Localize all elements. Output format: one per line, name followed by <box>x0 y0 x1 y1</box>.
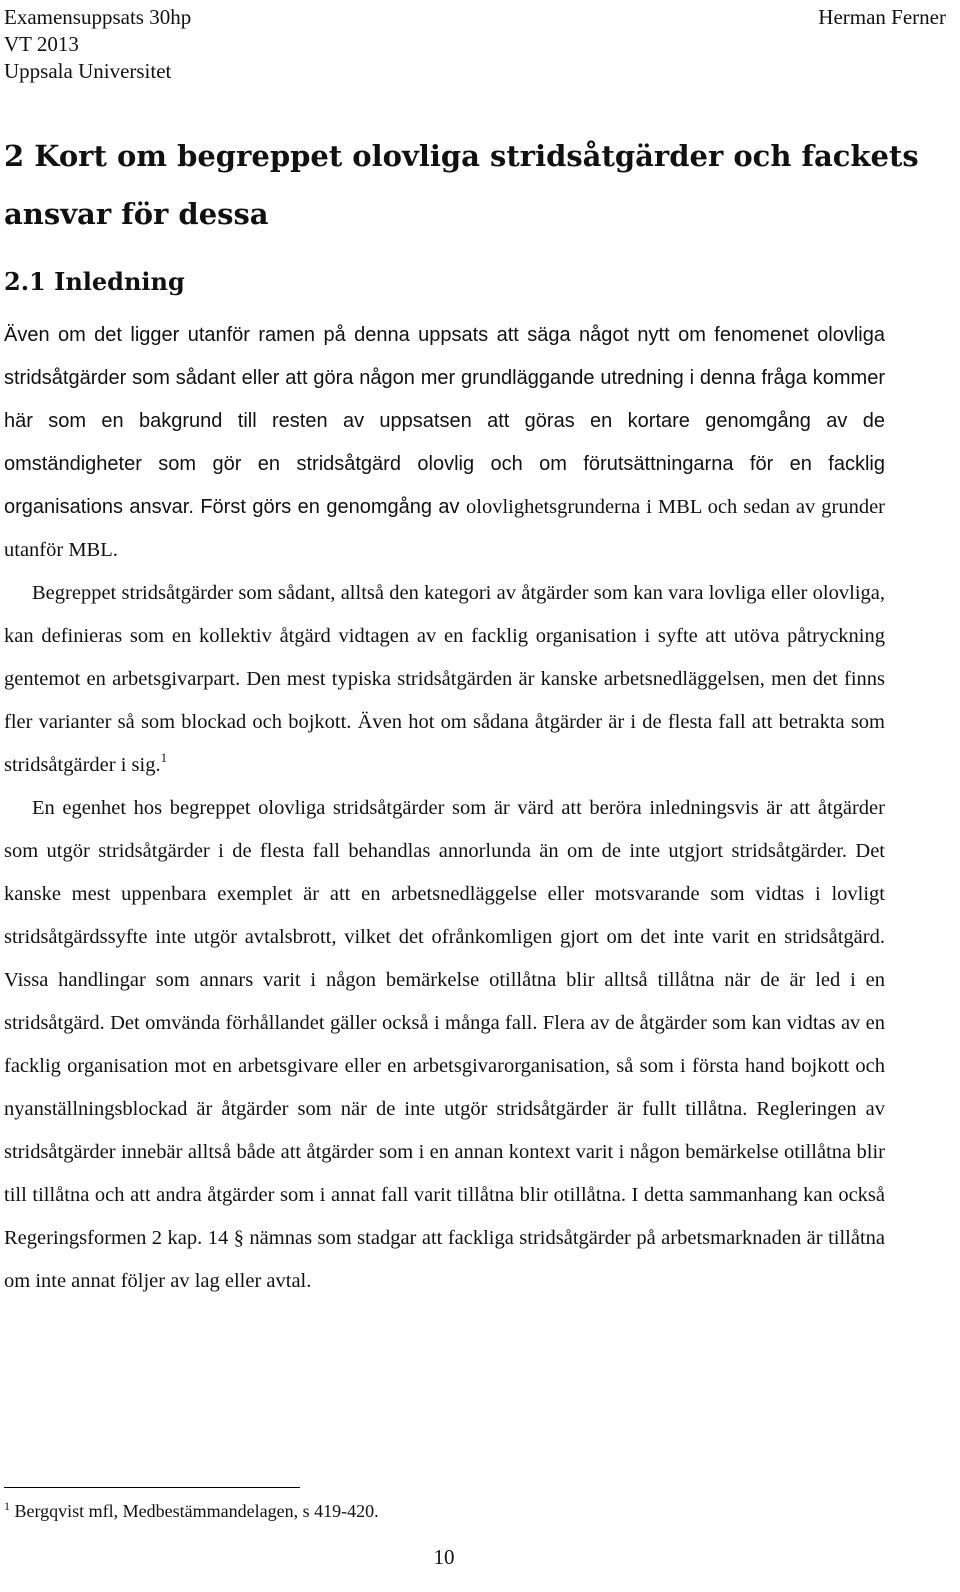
paragraph-definition-text: Begreppet stridsåtgärder som sådant, alltså den kategori av åtgärder som kan vara lovliga eller olovliga, kan definieras som en kollektiv åtgärd vidtagen av en facklig organisation i syfte att utöva påtryckning gentemot en arbetsgivarpart. Den mest typiska stridsåtgärden är kanske arbetsnedläggelsen, men det finns fler varianter så som blockad och bojkott. Även hot om sådana åtgärder är i de flesta fall att betrakta som stridsåtgärder i sig. <box>4 582 885 776</box>
header-term: VT 2013 <box>4 32 79 56</box>
footnote-reference[interactable]: 1 <box>160 750 168 765</box>
footnote-text: Bergqvist mfl, Medbestämmandelagen, s 419-420. <box>14 1501 379 1521</box>
header-author: Herman Ferner <box>818 5 946 29</box>
header-university: Uppsala Universitet <box>4 59 172 83</box>
header-left <box>4 4 191 85</box>
body-text <box>4 314 885 1303</box>
paragraph-peculiarity: En egenhet hos begreppet olovliga stridsåtgärder som är värd att beröra inledningsvis är att åtgärder som utgör stridsåtgärder i de flesta fall behandlas annorlunda än om de inte utgjort stridsåtgärder. Det kanske mest uppenbara exemplet är att en arbetsnedläggelse eller motsvarande som vidtas i lovligt stridsåtgärdssyfte inte utgör avtalsbrott, vilket det ofrånkomligen gjort om det inte varit en stridsåtgärd. Vissa handlingar som annars varit i någon bemärkelse otillåtna blir alltså tillåtna när de är led i en stridsåtgärd. Det omvända förhållandet gäller också i många fall. Flera av de åtgärder som kan vidtas av en facklig organisation mot en arbetsgivare eller en arbetsgivarorganisation, så som i första hand bojkott och nyanställningsblockad är åtgärder som när de inte utgör stridsåtgärder är fullt tillåtna. Regleringen av stridsåtgärder innebär alltså både att åtgärder som i en annan kontext varit i någon bemärkelse otillåtna blir till tillåtna och att andra åtgärder som i annat fall varit tillåtna blir otillåtna. I detta sammanhang kan också Regeringsformen 2 kap. 14 § nämnas som stadgar att fackliga stridsåtgärder på arbetsmarknaden är tillåtna om inte annat följer av lag eller avtal. <box>4 797 885 1292</box>
header-course: Examensuppsats 30hp <box>4 5 192 29</box>
paragraph-intro-serif: olovlighetsgrunderna i MBL och sedan av grunder utanför MBL. <box>4 496 886 561</box>
page-number: 10 <box>433 1545 455 1569</box>
footnote-divider <box>4 1487 300 1488</box>
section-heading: 2.1 Inledning <box>4 267 185 296</box>
paragraph-definition <box>4 572 885 787</box>
paragraph-intro-sans: Även om det ligger utanför ramen på denna uppsats att säga något nytt om fenomenet olovliga stridsåtgärder som sådant eller att göra någon mer grundläggande utredning i denna fråga kommer här som en bakgrund till resten av uppsatsen att göras en kortare genomgång av de omständigheter som gör en stridsåtgärd olovlig och om förutsättningarna för en facklig organisations ansvar. Först görs en genomgång av <box>4 324 885 518</box>
chapter-heading: 2 Kort om begreppet olovliga stridsåtgärder och fackets ansvar för dessa <box>4 139 919 231</box>
footnote <box>4 1500 379 1522</box>
paragraph-intro <box>4 314 885 572</box>
footnote-number: 1 <box>4 1499 10 1513</box>
